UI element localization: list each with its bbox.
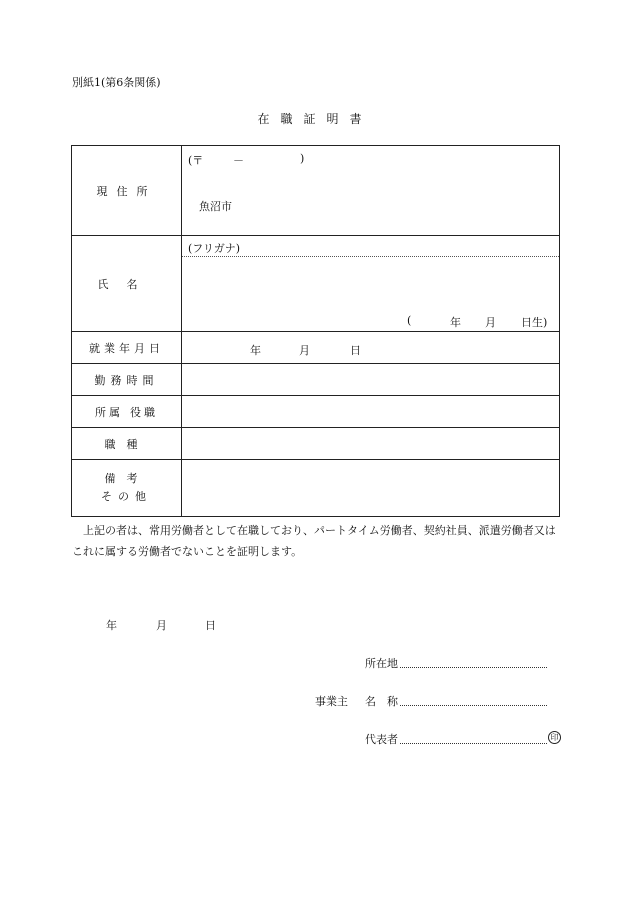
- employer-label: 事業主: [315, 695, 348, 708]
- job-type-row: [72, 428, 560, 460]
- dob-month: 月: [485, 316, 496, 329]
- working-hours-row: [72, 364, 560, 396]
- employment-date-label: 就業年月日: [72, 332, 182, 364]
- employer-name-dotted-line: [400, 705, 547, 706]
- location-dotted-line: [400, 667, 547, 668]
- address-field[interactable]: [182, 146, 560, 236]
- location-label: 所在地: [365, 657, 398, 670]
- postal-dash: －: [233, 154, 244, 167]
- dob-year: 年: [450, 316, 461, 329]
- postal-code-field[interactable]: [188, 152, 305, 168]
- employer-name-signature-line[interactable]: [0, 693, 630, 709]
- employer-name-label: 名 称: [365, 695, 398, 708]
- department-position-label: [72, 396, 182, 428]
- job-type-field[interactable]: [182, 428, 560, 460]
- issue-month: 月: [156, 619, 167, 632]
- city-text: 魚沼市: [199, 200, 232, 213]
- name-row: [72, 236, 560, 332]
- form-reference: 別紙1(第6条関係): [72, 76, 161, 89]
- representative-signature-line[interactable]: [0, 731, 630, 747]
- issue-year: 年: [106, 619, 117, 632]
- date-of-birth[interactable]: [407, 314, 557, 328]
- working-hours-label: 勤務時間: [72, 364, 182, 396]
- job-type-label: 職種: [72, 428, 182, 460]
- employment-day: 日: [350, 344, 361, 357]
- remarks-label-line2: その他: [101, 490, 152, 503]
- name-label: 氏名: [72, 236, 182, 332]
- employment-date-field[interactable]: [182, 332, 560, 364]
- representative-label: 代表者: [365, 733, 398, 746]
- remarks-field[interactable]: [182, 460, 560, 517]
- furigana-divider: [182, 256, 559, 257]
- remarks-label-line1: 備考: [104, 472, 149, 485]
- issue-date[interactable]: [0, 617, 300, 631]
- dob-open: (: [407, 314, 412, 327]
- certificate-table: [71, 145, 560, 517]
- employment-date-row: [72, 332, 560, 364]
- document-title: 在職証明書: [257, 112, 373, 126]
- working-hours-field[interactable]: [182, 364, 560, 396]
- issue-day: 日: [205, 619, 216, 632]
- department-position-field[interactable]: [182, 396, 560, 428]
- certification-statement: 上記の者は、常用労働者として在職しており、パートタイム労働者、契約社員、派遣労働者又はこれに属する労働者でないことを証明します。: [72, 524, 556, 558]
- address-label: 現住所: [72, 146, 182, 236]
- employment-year: 年: [250, 344, 261, 357]
- location-signature-line[interactable]: [0, 655, 630, 671]
- position-label: 役職: [130, 405, 158, 419]
- name-field[interactable]: [182, 236, 560, 332]
- postal-close: ): [300, 152, 305, 165]
- dob-day: 日生): [521, 316, 548, 329]
- seal-mark-icon: 印: [548, 731, 561, 744]
- department-position-row: [72, 396, 560, 428]
- address-row: [72, 146, 560, 236]
- department-label: 所属: [95, 405, 123, 419]
- representative-dotted-line: [400, 743, 547, 744]
- employment-month: 月: [299, 344, 310, 357]
- remarks-label: [72, 460, 182, 517]
- postal-open: (〒: [188, 154, 204, 167]
- furigana-label: (フリガナ): [188, 242, 241, 255]
- remarks-row: [72, 460, 560, 517]
